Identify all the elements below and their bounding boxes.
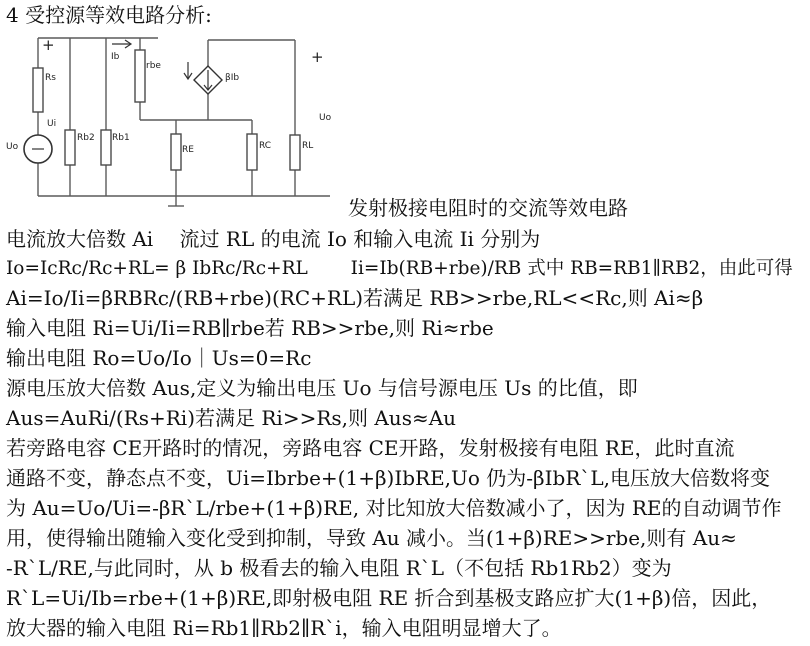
body-line: 若旁路电容 CE开路时的情况，旁路电容 CE开路，发射极接有电阻 RE，此时直流 xyxy=(6,436,735,460)
re-label: RE xyxy=(182,145,194,155)
body-line: 放大器的输入电阻 Ri=Rb1∥Rb2∥R`i，输入电阻明显增大了。 xyxy=(6,616,562,640)
body-line: 为 Au=Uo/Ui=-βR`L/rbe+(1+β)RE, 对比知放大倍数减小了，因为 RE的自动调节作 xyxy=(6,496,782,520)
plus-left-label: + xyxy=(42,36,55,54)
rb2-label: Rb2 xyxy=(77,133,95,143)
re-resistor xyxy=(171,134,181,170)
body-line: 用，使得输出随输入变化受到抑制，导致 Au 减小。当(1+β)RE>>rbe,则有 Au≈ xyxy=(6,526,737,550)
rbe-resistor xyxy=(135,50,145,102)
body-line: Io=IcRc/Rc+RL= β IbRc/Rc+RL Ii=Ib(RB+rbe)/RB 式中 RB=RB1∥RB2，由此可得 xyxy=(6,258,793,279)
body-line: 通路不变，静态点不变，Ui=Ibrbe+(1+β)IbRE,Uo 仍为-βIbR`L,电压放大倍数将变 xyxy=(6,466,771,490)
ib-label: Ib xyxy=(111,52,120,62)
beta-ib-label: βIb xyxy=(225,73,240,83)
rs-resistor xyxy=(33,68,43,112)
rl-resistor xyxy=(290,135,300,170)
body-line: 输出电阻 Ro=Uo/Io｜Us=0=Rc xyxy=(6,346,312,370)
uo-source-label: Uo xyxy=(6,142,19,152)
circuit-caption: 发射极接电阻时的交流等效电路 xyxy=(348,196,628,220)
rl-label: RL xyxy=(302,141,314,151)
body-line: Ai=Io/Ii=βRBRc/(RB+rbe)(RC+RL)若满足 RB>>rbe,RL<<Rc,则 Ai≈β xyxy=(6,286,704,310)
rb2-resistor xyxy=(65,130,75,165)
body-line: R`L=Ui/Ib=rbe+(1+β)RE,即射极电阻 RE 折合到基极支路应扩大(1+β)倍，因此， xyxy=(6,586,772,610)
body-line: 源电压放大倍数 Aus,定义为输出电压 Uo 与信号源电压 Us 的比值，即 xyxy=(6,376,638,400)
rc-resistor xyxy=(247,134,257,170)
rbe-label: rbe xyxy=(146,61,161,71)
body-line: 输入电阻 Ri=Ui/Ii=RB∥rbe若 RB>>rbe,则 Ri≈rbe xyxy=(6,316,494,340)
section-title: 4 受控源等效电路分析: xyxy=(6,3,212,27)
rb1-resistor xyxy=(101,130,111,165)
ac-equivalent-circuit-diagram xyxy=(0,30,345,220)
plus-right-label: + xyxy=(311,48,324,66)
body-line: 电流放大倍数 Ai 流过 RL 的电流 Io 和输入电流 Ii 分别为 xyxy=(6,227,541,251)
rb1-label: Rb1 xyxy=(112,133,130,143)
uo-output-label: Uo xyxy=(319,113,332,123)
ui-label: Ui xyxy=(47,119,57,129)
body-line: -R`L/RE,与此同时，从 b 极看去的输入电阻 R`L（不包括 Rb1Rb2）变为 xyxy=(6,556,672,580)
rc-label: RC xyxy=(259,141,272,151)
body-line: Aus=AuRi/(Rs+Ri)若满足 Ri>>Rs,则 Aus≈Au xyxy=(6,406,457,430)
rs-label: Rs xyxy=(45,73,56,83)
